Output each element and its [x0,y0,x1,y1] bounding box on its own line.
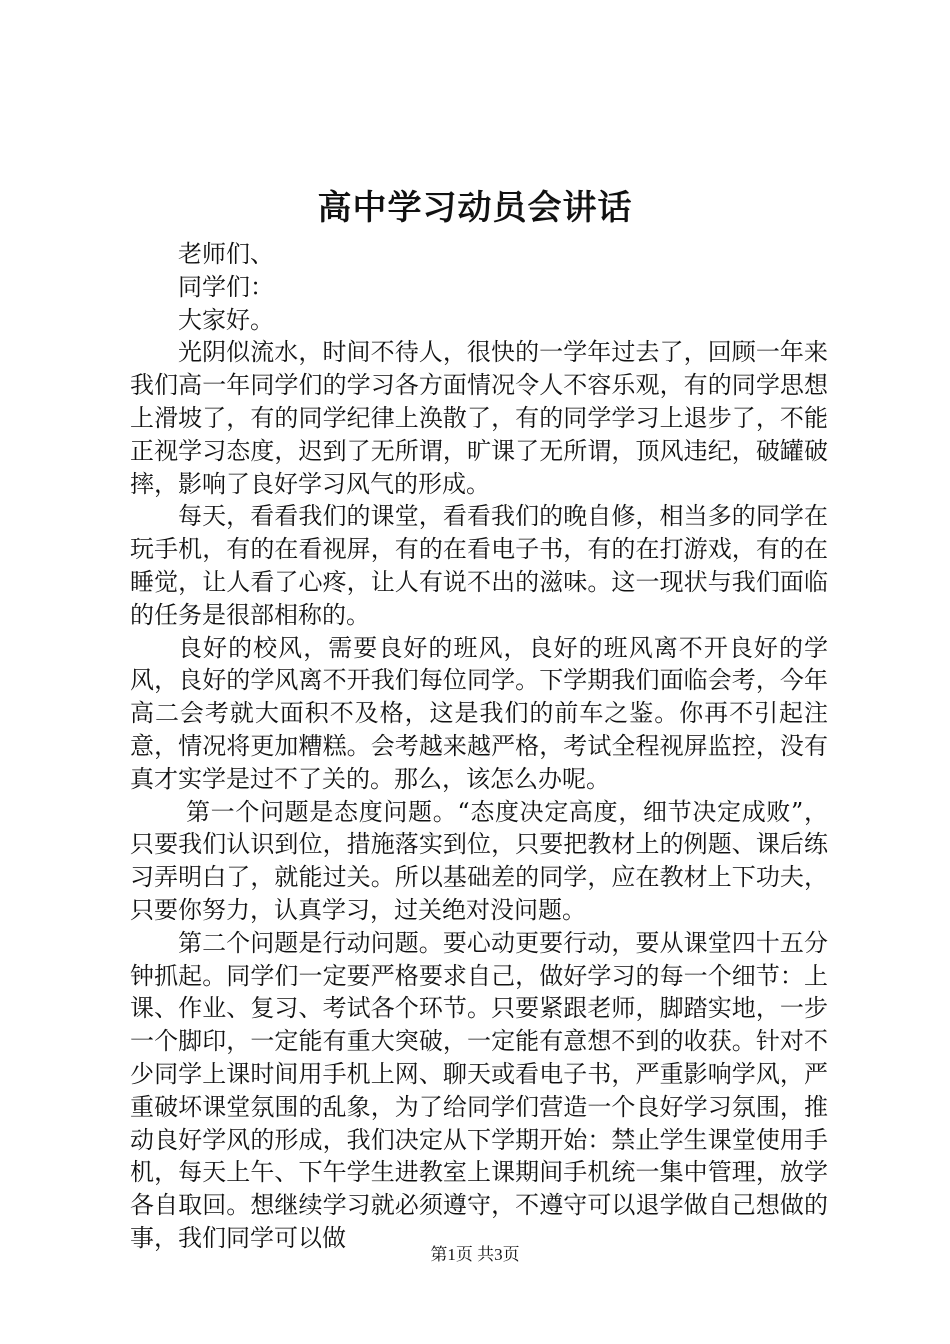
paragraph-attitude: 第一个问题是态度问题。“态度决定高度，细节决定成败”，只要我们认识到位，措施落实到位，只要把教材上的例题、课后练习弄明白了，就能过关。所以基础差的同学，应在教材上下功夫，只要你努力，认真学习，过关绝对没问题。 [130,797,828,924]
paragraph-classroom: 每天，看看我们的课堂，看看我们的晚自修，相当多的同学在玩手机，有的在看视屏，有的在看电子书，有的在打游戏，有的在睡觉，让人看了心疼，让人有说不出的滋味。这一现状与我们面临的任务是很部相称的。 [130,502,828,629]
page-number: 第1页 共3页 [430,1245,520,1264]
document-body [130,238,828,1255]
paragraph-action: 第二个问题是行动问题。要心动更要行动，要从课堂四十五分钟抓起。同学们一定要严格要求自己，做好学习的每一个细节：上课、作业、复习、考试各个环节。只要紧跟老师，脚踏实地，一步一个脚印，一定能有重大突破，一定能有意想不到的收获。针对不少同学上课时间用手机上网、聊天或看电子书，严重影响学风，严重破坏课堂氛围的乱象，为了给同学们营造一个良好学习氛围，推动良好学风的形成，我们决定从下学期开始：禁止学生课堂使用手机，每天上午、下午学生进教室上课期间手机统一集中管理，放学各自取回。想继续学习就必须遵守，不遵守可以退学做自己想做的事，我们同学可以做 [130,928,828,1252]
salutation-teachers: 老师们、 [178,240,274,268]
paragraph-review: 光阴似流水，时间不待人，很快的一学年过去了，回顾一年来我们高一年同学们的学习各方面情况令人不容乐观，有的同学思想上滑坡了，有的同学纪律上涣散了，有的同学学习上退步了，不能正视学习态度，迟到了无所谓，旷课了无所谓，顶风违纪，破罐破摔，影响了良好学习风气的形成。 [130,338,828,498]
greeting: 大家好。 [178,305,274,334]
paragraph-school-spirit: 良好的校风，需要良好的班风，良好的班风离不开良好的学风，良好的学风离不开我们每位同学。下学期我们面临会考，今年高二会考就大面积不及格，这是我们的前车之鉴。你再不引起注意，情况将更加糟糕。会考越来越严格，考试全程视屏监控，没有真才实学是过不了关的。那么，该怎么办呢。 [130,633,828,793]
document-title: 高中学习动员会讲话 [317,188,633,228]
salutation-students: 同学们： [178,272,274,301]
